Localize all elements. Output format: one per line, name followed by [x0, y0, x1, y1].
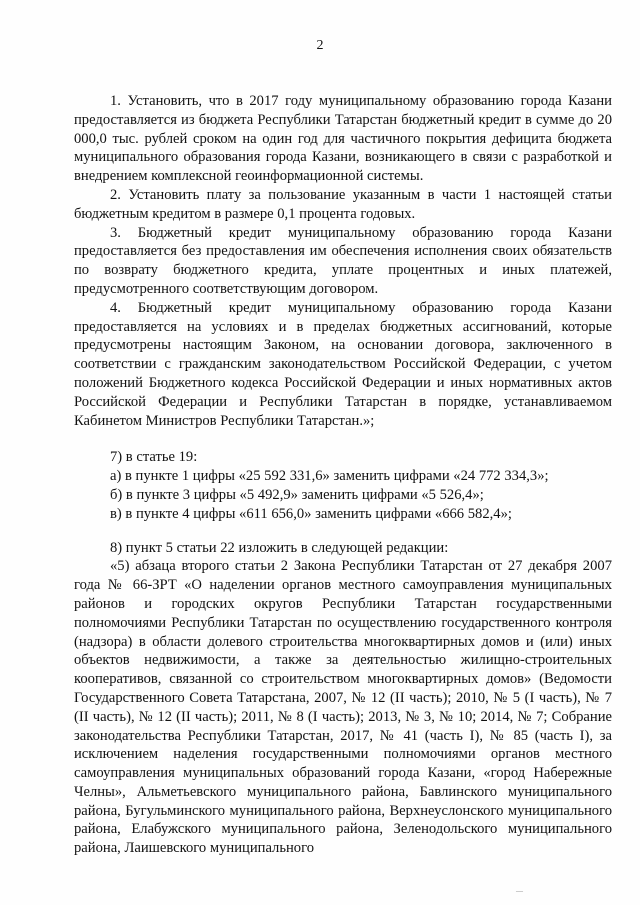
document-body — [74, 92, 612, 858]
article-19-item-c: в) в пункте 4 цифры «611 656,0» заменить цифрами «666 582,4»; — [110, 505, 512, 522]
article-22-heading: 8) пункт 5 статьи 22 изложить в следующей редакции: — [110, 539, 449, 556]
scan-mark: — — [516, 887, 523, 895]
paragraph-4: 4. Бюджетный кредит муниципальному образованию города Казани предоставляется на условиях и в пределах бюджетных ассигнований, которые предусмотрены настоящим Законом, на основании договора, заключенного в соответствии с гражданским законодательством Российской Федерации, с учетом положений Бюджетного кодекса Российской Федерации и иных нормативных актов Российской Федерации и Республики Татарстан в порядке, устанавливаемом Кабинетом Министров Республики Татарстан.»; — [74, 299, 612, 429]
paragraph-2: 2. Установить плату за пользование указанным в части 1 настоящей статьи бюджетным кредитом в размере 0,1 процента годовых. — [74, 186, 612, 222]
page-number: 2 — [316, 38, 324, 53]
article-22-text: «5) абзаца второго статьи 2 Закона Республики Татарстан от 27 декабря 2007 года № 66-ЗРТ «О наделении органов местного самоуправления муниципальных районов и городских округов Республики Татарстан государственными полномочиями Республики Татарстан по осуществлению государственного контроля (надзора) в области долевого строительства многоквартирных домов и (или) иных объектов недвижимости, а также за деятельностью жилищно-строительных кооперативов, связанной со строительством многоквартирных домов» (Ведомости Государственного Совета Татарстана, 2007, № 12 (II часть); 2010, № 5 (I часть), № 7 (II часть), № 12 (II часть); 2011, № 8 (I часть); 2013, № 3, № 10; 2014, № 7; Собрание законодательства Республики Татарстан, 2017, № 41 (часть I), № 85 (часть I), за исключением наделения государственными полномочиями органов местного самоуправления муниципальных образований города Казани, «город Набережные Челны», Альметьевского муниципального района, Бавлинского муниципального района, Бугульминского муниципального района, Верхнеуслонского муниципального района, Елабужского муниципального района, Зеленодольского муниципального района, Лаишевского муниципального — [74, 558, 612, 857]
spacer — [74, 524, 612, 539]
article-19-item-a: а) в пункте 1 цифры «25 592 331,6» заменить цифрами «24 772 334,3»; — [110, 468, 549, 485]
paragraph-1: 1. Установить, что в 2017 году муниципальному образованию города Казани предоставляется из бюджета Республики Татарстан бюджетный кредит в сумме до 20 000,0 тыс. рублей сроком на один год для частичного покрытия дефицита бюджета муниципального образования города Казани, возникающего в связи с разработкой и внедрением комплексной геоинформационной системы. — [74, 93, 612, 185]
article-19-item-b: б) в пункте 3 цифры «5 492,9» заменить цифрами «5 526,4»; — [110, 486, 484, 503]
article-19-heading: 7) в статье 19: — [110, 449, 198, 466]
paragraph-3: 3. Бюджетный кредит муниципальному образованию города Казани предоставляется без предоставления им обеспечения исполнения своих обязательств по возврату бюджетного кредита, уплате процентных и иных платежей, предусмотренного соответствующим договором. — [74, 224, 612, 297]
spacer — [74, 430, 612, 448]
